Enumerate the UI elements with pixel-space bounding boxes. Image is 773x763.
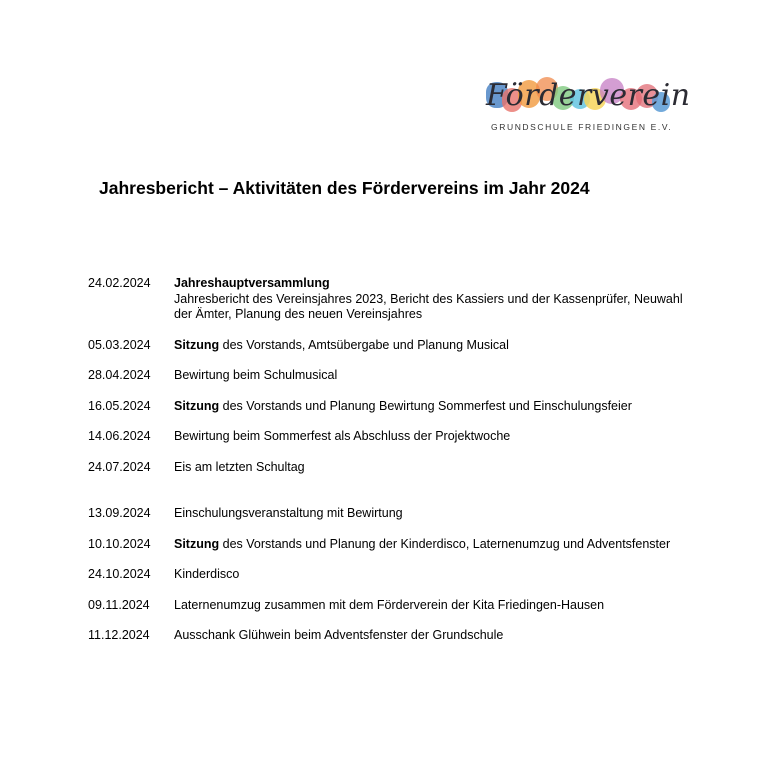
list-item	[88, 506, 688, 522]
list-item	[88, 429, 688, 445]
entry-date: 24.10.2024	[88, 567, 151, 581]
entry-date: 16.05.2024	[88, 398, 151, 413]
entry-detail: Jahresbericht des Vereinsjahres 2023, Bericht des Kassiers und der Kassenprüfer, Neuwahl der Ämter, Planung des neuen Vereinsjahres	[174, 291, 683, 321]
entry-date: 24.07.2024	[88, 459, 151, 474]
entry-keyword: Sitzung	[174, 536, 220, 551]
entry-keyword: Jahreshauptversammlung	[174, 276, 330, 290]
activity-list	[88, 276, 688, 644]
list-item	[88, 567, 688, 583]
logo	[484, 74, 691, 136]
entry-text: des Vorstands und Planung der Kinderdisco, Laternenumzug und Adventsfenster	[219, 536, 671, 551]
list-item	[88, 338, 688, 354]
list-item	[88, 598, 688, 614]
entry-text: Bewirtung beim Schulmusical	[174, 368, 338, 382]
entry-text: des Vorstands und Planung Bewirtung Sommerfest und Einschulungsfeier	[219, 398, 632, 413]
entry-date: 11.12.2024	[88, 628, 150, 642]
list-item	[88, 537, 688, 553]
entry-text: Ausschank Glühwein beim Adventsfenster der Grundschule	[174, 628, 504, 642]
entry-date: 24.02.2024	[88, 276, 151, 290]
entry-text: des Vorstands, Amtsübergabe und Planung Musical	[219, 337, 509, 352]
entry-date: 10.10.2024	[88, 536, 151, 551]
logo-wordmark: Förderverein	[486, 78, 691, 113]
list-item	[88, 460, 688, 476]
entry-text: Einschulungsveranstaltung mit Bewirtung	[174, 506, 403, 520]
logo-subtitle: GRUNDSCHULE FRIEDINGEN E.V.	[491, 122, 673, 132]
entry-text: Laternenumzug zusammen mit dem Förderverein der Kita Friedingen-Hausen	[174, 597, 605, 612]
entry-text: Bewirtung beim Sommerfest als Abschluss der Projektwoche	[174, 429, 511, 443]
entry-date: 14.06.2024	[88, 429, 151, 443]
entry-date: 09.11.2024	[88, 597, 150, 612]
page-title: Jahresbericht – Aktivitäten des Fördervereins im Jahr 2024	[99, 178, 590, 198]
entry-keyword: Sitzung	[174, 398, 220, 413]
entry-date: 28.04.2024	[88, 368, 151, 382]
entry-date: 13.09.2024	[88, 506, 151, 520]
entry-text: Eis am letzten Schultag	[174, 459, 305, 474]
list-item	[88, 399, 688, 415]
list-item	[88, 628, 688, 644]
entry-date: 05.03.2024	[88, 337, 151, 352]
list-item	[88, 368, 688, 384]
list-item	[88, 276, 688, 323]
entry-text: Kinderdisco	[174, 567, 240, 581]
entry-keyword: Sitzung	[174, 337, 220, 352]
